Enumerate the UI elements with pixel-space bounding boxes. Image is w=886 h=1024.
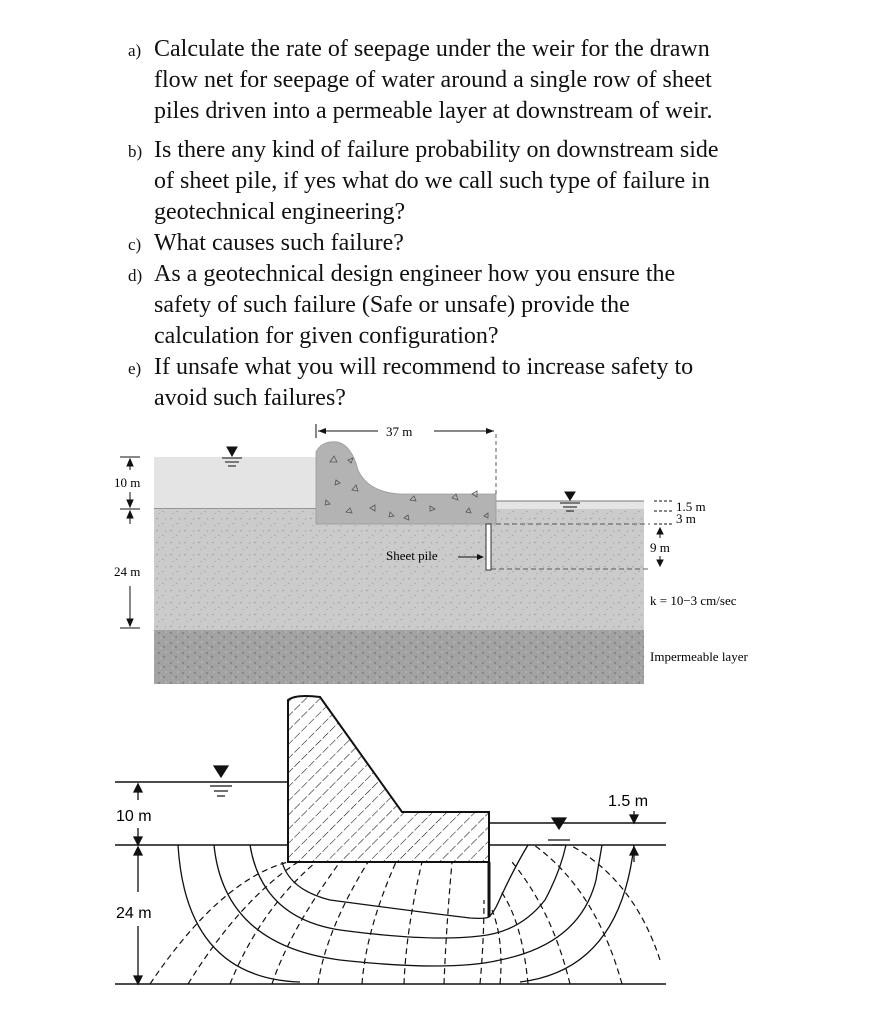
question-line: piles driven into a permeable layer at downstream of weir. (154, 98, 713, 124)
question-line: safety of such failure (Safe or unsafe) provide the (154, 292, 630, 318)
upstream-head-label: 10 m (116, 808, 152, 825)
equipotential-lines (150, 845, 660, 984)
question-line: geotechnical engineering? (154, 199, 406, 225)
question-line: avoid such failures? (154, 385, 346, 411)
impermeable-layer (154, 630, 644, 684)
impermeable-layer-label: Impermeable layer (650, 649, 748, 664)
question-marker: d) (128, 266, 143, 285)
question-line: As a geotechnical design engineer how you ensure the (154, 261, 676, 287)
upstream-water (154, 457, 316, 509)
question-list (128, 34, 788, 414)
soil-depth-label: 24 m (114, 564, 141, 579)
soil-depth-label: 24 m (116, 905, 152, 922)
permeable-soil (154, 509, 644, 630)
question-c (128, 228, 788, 259)
question-d (128, 259, 788, 352)
weir-body (316, 442, 496, 524)
question-line: calculation for given configuration? (154, 323, 499, 349)
question-b (128, 135, 788, 228)
question-line: of sheet pile, if yes what do we call such type of failure in (154, 168, 710, 194)
weir-width-label: 37 m (386, 424, 413, 439)
question-marker: b) (128, 142, 143, 161)
question-line: Calculate the rate of seepage under the weir for the drawn (154, 36, 710, 62)
sheet-pile (486, 524, 491, 570)
question-marker: c) (128, 235, 142, 254)
upstream-head-label: 10 m (114, 475, 141, 490)
sheet-pile-label: Sheet pile (386, 548, 438, 563)
tailwater-label: 1.5 m (608, 793, 649, 810)
upstream-water-level-icon (210, 766, 232, 796)
permeability-label: k = 10−3 cm/sec (650, 593, 737, 608)
question-line: If unsafe what you will recommend to increase safety to (154, 354, 694, 380)
flow-net-figure (0, 690, 886, 1024)
tailwater-label: 1.5 m (676, 499, 706, 514)
question-e (128, 352, 788, 414)
question-a (128, 34, 788, 127)
question-marker: e) (128, 359, 142, 378)
pile-depth-label: 9 m (650, 540, 670, 555)
weir-body-hatched (288, 696, 489, 862)
question-line: flow net for seepage of water around a single row of sheet (154, 67, 712, 93)
question-line: Is there any kind of failure probability on downstream side (154, 137, 719, 163)
question-line: What causes such failure? (154, 230, 404, 256)
downstream-water-level-icon (548, 818, 570, 845)
weir-section-figure (0, 418, 886, 698)
question-marker: a) (128, 41, 142, 60)
flow-lines (178, 845, 634, 982)
weir-embed-label: 3 m (676, 511, 696, 526)
